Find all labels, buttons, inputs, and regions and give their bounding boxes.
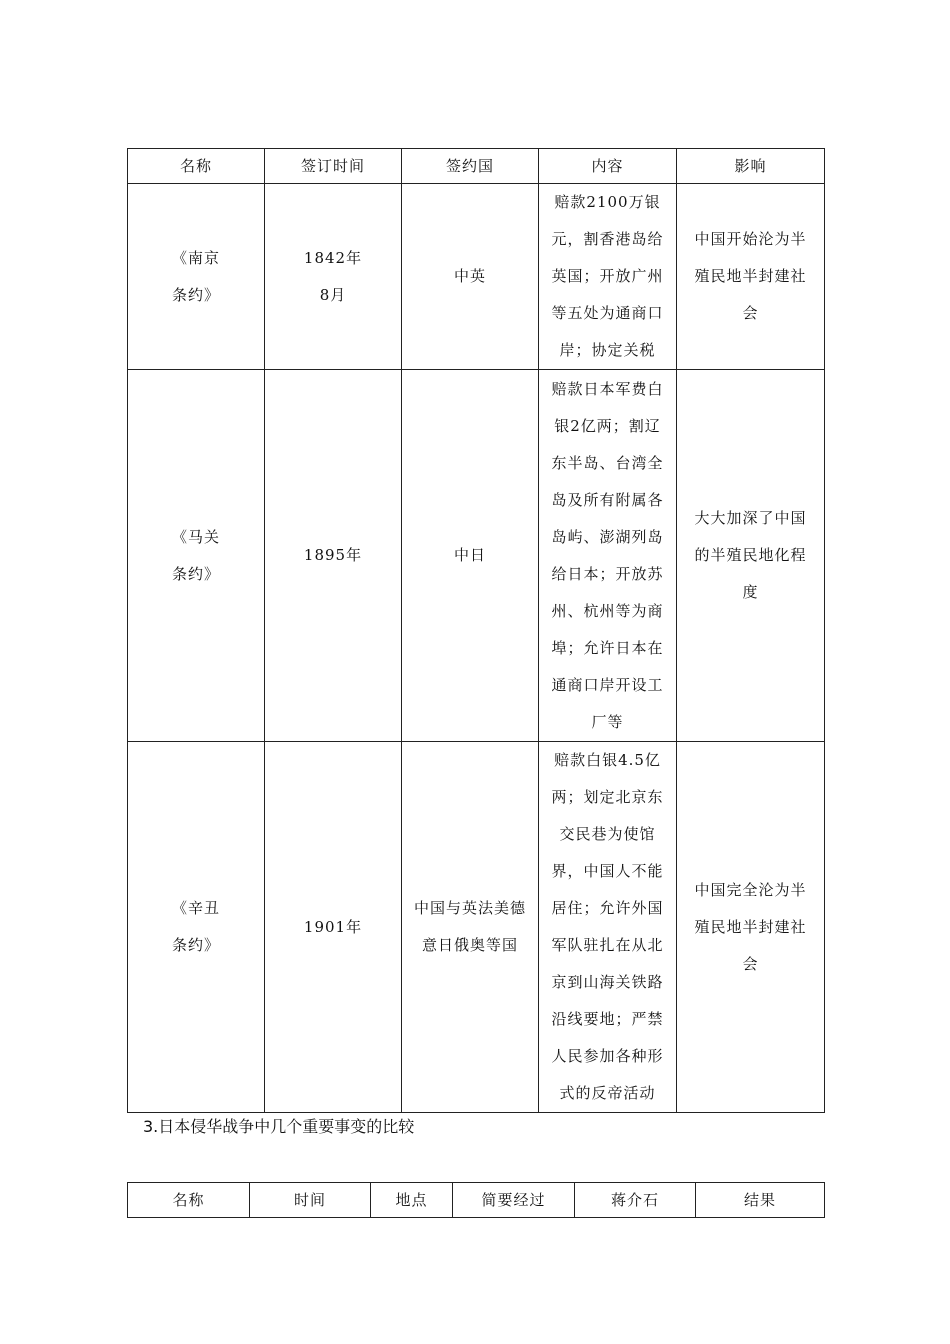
table-header-row [128,149,825,184]
header-place: 地点 [371,1183,453,1218]
section-heading: 3.日本侵华战争中几个重要事变的比较 [143,1117,415,1136]
incident-comparison-table [127,1182,825,1218]
treaty-time: 1895年 [265,370,402,742]
treaty-content: 赔款白银4.5亿两；划定北京东交民巷为使馆界，中国人不能居住；允许外国军队驻扎在从北京到山海关铁路沿线要地；严禁人民参加各种形式的反帝活动 [539,742,677,1113]
treaty-impact: 大大加深了中国的半殖民地化程度 [677,370,825,742]
treaty-parties: 中国与英法美德意日俄奥等国 [402,742,539,1113]
table-header-row [128,1183,825,1218]
header-name: 名称 [128,149,265,184]
treaty-name: 《马关 条约》 [128,370,265,742]
header-result: 结果 [696,1183,825,1218]
table-row [128,742,825,1113]
treaty-content: 赔款2100万银元，割香港岛给英国；开放广州等五处为通商口岸；协定关税 [539,184,677,370]
header-process: 简要经过 [453,1183,575,1218]
treaty-content: 赔款日本军费白银2亿两；割辽东半岛、台湾全岛及所有附属各岛屿、澎湖列岛给日本；开放苏州、杭州等为商埠；允许日本在通商口岸开设工厂等 [539,370,677,742]
treaty-name: 《辛丑 条约》 [128,742,265,1113]
header-name: 名称 [128,1183,250,1218]
treaty-time: 1901年 [265,742,402,1113]
header-content: 内容 [539,149,677,184]
treaty-parties: 中日 [402,370,539,742]
header-time: 时间 [250,1183,371,1218]
header-chiang: 蒋介石 [575,1183,696,1218]
treaty-time: 1842年 8月 [265,184,402,370]
table-row [128,370,825,742]
table-row [128,184,825,370]
treaty-table [127,148,825,1113]
treaty-parties: 中英 [402,184,539,370]
header-impact: 影响 [677,149,825,184]
treaty-name: 《南京 条约》 [128,184,265,370]
header-parties: 签约国 [402,149,539,184]
treaty-impact: 中国完全沦为半殖民地半封建社会 [677,742,825,1113]
treaty-impact: 中国开始沦为半殖民地半封建社会 [677,184,825,370]
header-sign-time: 签订时间 [265,149,402,184]
